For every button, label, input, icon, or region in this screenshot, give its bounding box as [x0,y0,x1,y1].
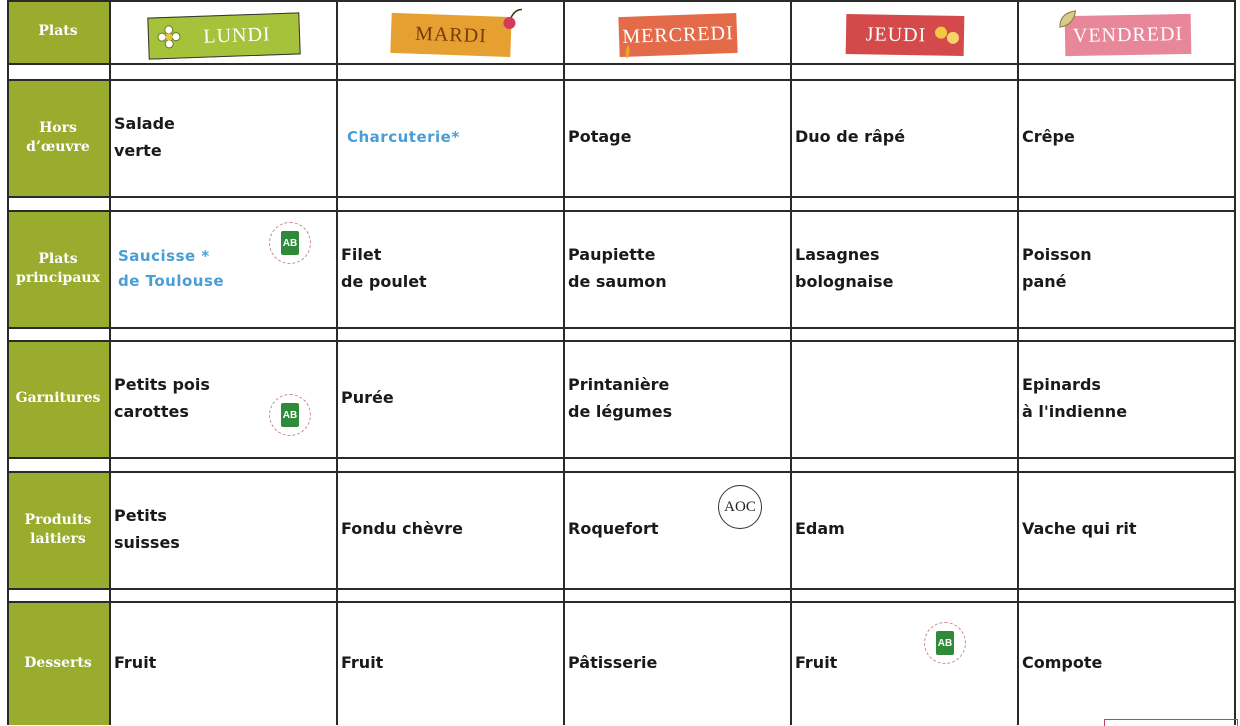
grid-line [563,0,565,725]
aoc-logo: AOC [718,485,762,529]
cell-mercredi-plats-principaux: Paupiette de saumon [568,245,667,291]
cell-vendredi-plats-principaux: Poisson pané [1022,245,1092,291]
cell-jeudi-garnitures [792,340,1017,457]
cherry-icon [499,7,526,32]
grid-line [7,79,1236,81]
cell-lundi-garnitures: Petits pois carottes [114,375,210,421]
cell-jeudi-plats-principaux: Lasagnes bolognaise [795,245,894,291]
day-label-mardi: MARDI [414,22,487,47]
grid-line [1234,0,1236,725]
grid-line [790,0,792,725]
day-banner-lundi [147,12,300,59]
cell-mercredi-desserts: Pâtisserie [568,652,658,672]
cell-mardi-desserts: Fruit [341,652,384,672]
grid-line [7,0,9,725]
cell-mercredi-garnitures: Printanière de légumes [568,375,673,421]
day-label-vendredi: VENDREDI [1072,22,1183,47]
flower-icon [156,25,181,50]
header-day-vendredi [1019,0,1236,63]
weekly-menu-table [7,0,1236,725]
cell-lundi-desserts: Fruit [114,652,157,672]
day-banner-mercredi [618,13,737,57]
grid-line [109,0,111,725]
cell-lundi-hors-doeuvre: Salade verte [114,114,175,160]
cell-jeudi-hors-doeuvre: Duo de râpé [795,127,906,147]
cell-vendredi-produits-laitiers: Vache qui rit [1022,519,1137,539]
cell-vendredi-desserts: Compote [1022,652,1103,672]
grid-line [7,457,1236,459]
grid-line [7,601,1236,603]
grid-line [7,0,1236,2]
cell-mardi-produits-laitiers: Fondu chèvre [341,519,463,539]
cell-mercredi-hors-doeuvre: Potage [568,127,632,147]
grid-line [336,0,338,725]
cell-vendredi-hors-doeuvre: Crêpe [1022,127,1075,147]
header-day-jeudi [792,0,1017,63]
grid-line [7,210,1236,212]
day-label-jeudi: JEUDI [865,22,926,46]
day-banner-jeudi [845,14,964,56]
pepper-icon [621,42,636,60]
leaf-icon [1056,8,1078,30]
grid-line [7,471,1236,473]
header-day-lundi [111,0,336,63]
cell-lundi-plats-principaux: Saucisse * de Toulouse [118,246,225,290]
organic-ab-logo: AB [924,622,966,664]
category-produits-laitiers: Produits laitiers [7,471,109,588]
cell-mardi-hors-doeuvre: Charcuterie* [347,128,460,147]
grid-line [7,63,1236,65]
orange-slices-icon [931,23,961,48]
cell-mardi-plats-principaux: Filet de poulet [341,245,427,291]
category-desserts: Desserts [7,601,109,725]
day-banner-mardi [390,13,511,57]
organic-ab-logo: AB [269,222,311,264]
header-plats: Plats [7,0,109,63]
grid-line [7,327,1236,329]
grid-line [7,588,1236,590]
grid-line [7,196,1236,198]
grid-line [1017,0,1019,725]
day-label-lundi: LUNDI [202,22,271,48]
organic-ab-logo: AB [269,394,311,436]
cell-vendredi-garnitures: Epinards à l'indienne [1022,375,1128,421]
header-day-mercredi [565,0,790,63]
day-banner-vendredi [1064,14,1191,56]
category-hors-doeuvre: Hors d’œuvre [7,79,109,196]
category-plats-principaux: Plats principaux [7,210,109,327]
header-day-mardi [338,0,563,63]
cell-jeudi-produits-laitiers: Edam [795,519,845,539]
category-garnitures: Garnitures [7,340,109,457]
day-label-mercredi: MERCREDI [621,21,734,48]
cell-mardi-garnitures: Purée [341,388,394,408]
cell-lundi-produits-laitiers: Petits suisses [114,506,180,552]
cell-mercredi-produits-laitiers: Roquefort [568,519,659,539]
grid-line [7,340,1236,342]
cell-jeudi-desserts: Fruit [795,652,838,672]
